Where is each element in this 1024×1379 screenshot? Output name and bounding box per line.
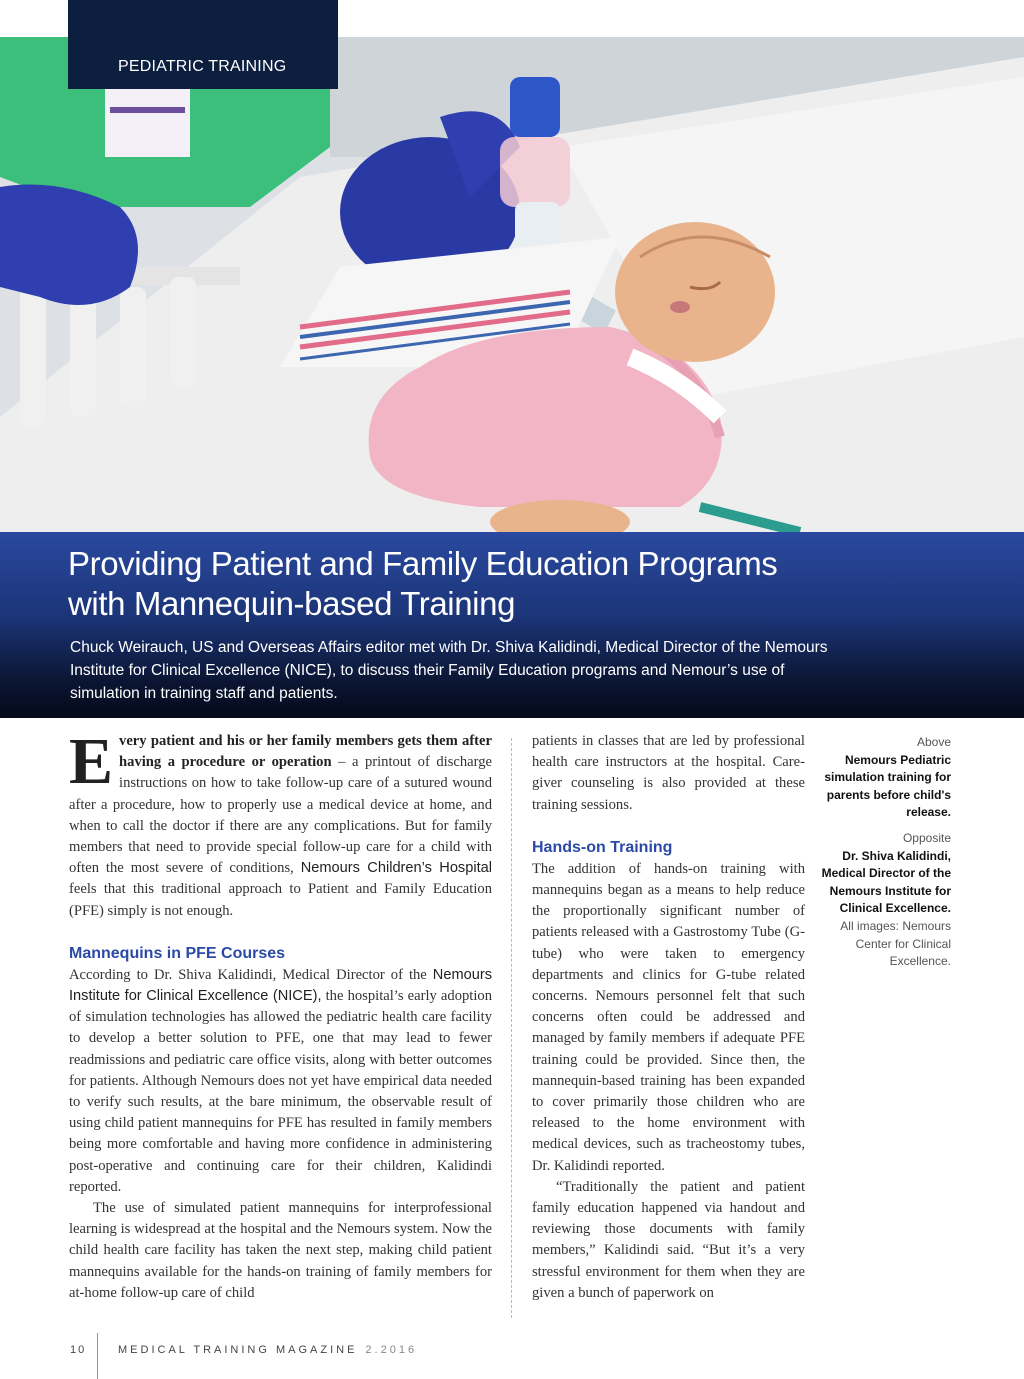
lead-in: very patient and his or her family members gets them after having a procedure or operation <box>119 733 492 771</box>
article-title <box>68 544 948 624</box>
issue-date: 2.2016 <box>365 1344 418 1356</box>
subhead-hands-on: Hands-on Training <box>532 838 673 856</box>
magazine-name: MEDICAL TRAINING MAGAZINE <box>118 1344 358 1356</box>
dek-text: , US and Overseas Affairs editor met with Dr. Shiva Kalidindi, Medical Director of the Nemours Institute for Clinical Excellence (NICE), to discuss their Family Education programs and Nemour’s use of simulation in training staff and patients. <box>70 639 828 702</box>
hero-photo <box>0 37 1024 532</box>
footer-divider <box>97 1333 98 1379</box>
body-paragraph: “Traditionally the patient and patient family education happened via handout and reviewing those documents with family members,” Kalidindi said. “But it’s a very stressful environment for them when they are given a bunch of paperwork on <box>532 1178 805 1301</box>
caption-label-above: Above <box>916 735 951 749</box>
author-name: Chuck Weirauch <box>70 639 184 656</box>
footer-magazine <box>118 1344 417 1356</box>
article-title-line-1: Providing Patient and Family Education Programs <box>68 545 778 582</box>
caption-text-opposite: Dr. Shiva Kalidindi, Medical Director of the Nemours Institute for Clinical Excellence. <box>821 848 951 916</box>
body-text: the hospital’s early adoption of simulation technologies has allowed the pediatric health care facility to develop a better solution to PFE, one that may lead to fewer readmissions and pediatric care office visits, along with better outcomes for patients. Although Nemours does not yet have empirical data needed to verify such results, at the bare minimum, the observable result of using child patient mannequins for PFE has resulted in family members being more comfortable and having more confidence in administering post-operative and continuing care for their children, Kalidindi reported. <box>69 988 492 1195</box>
body-text: – a printout of discharge instructions on how to take follow-up care of a sutured wound after a procedure, how to properly use a medical device at home, and when to call the doctor if there are any complications. But for family members that need to provide special follow-up care for a child with often the most severe of conditions, <box>69 754 493 877</box>
hero-illustration <box>0 37 1024 532</box>
photo-caption <box>811 734 951 971</box>
caption-text-above: Nemours Pediatric simulation training for parents before child's release. <box>824 752 951 820</box>
body-text: feels that this traditional approach to Patient and Family Education (PFE) simply is not enough. <box>69 881 492 919</box>
nice-link[interactable]: Nemours Institute for Clinical Excellence (NICE), <box>69 966 492 1005</box>
hospital-link[interactable]: Nemours Children’s Hospital <box>300 860 492 877</box>
body-paragraph: The use of simulated patient mannequins for interprofessional learning is widespread at the hospital and the Nemours system. Now the child health care facility has taken the next step, making child patient mannequins available for the hands-on training of family members for at-home follow-up care of child <box>69 1200 492 1301</box>
body-column-1 <box>69 725 493 1304</box>
body-paragraph: The addition of hands-on training with mannequins began as a means to help reduce the proportionally significant number of patients released with a Gastrostomy Tube (G-tube) who were taken to emergency departments and clinics for G-tube related concerns. Nemours personnel felt that such concerns often could be addressed and managed by family members if adequate PFE training could be provided. Since then, the mannequin-based training has been expanded to cover primarily those children who are released to the home environment with medical devices, such as tracheostomy tubes, Dr. Kalidindi reported. <box>532 860 805 1174</box>
mannequin-head <box>615 222 775 362</box>
body-paragraph <box>69 965 492 1198</box>
column-divider <box>511 738 512 1318</box>
section-tag-label: PEDIATRIC TRAINING <box>118 58 287 75</box>
subhead-mannequins: Mannequins in PFE Courses <box>69 944 286 962</box>
caption-credit: All images: Nemours Center for Clinical Excellence. <box>840 918 951 969</box>
body-paragraph: patients in classes that are led by professional health care instructors at the hospital. Care-giver counseling is also provided at these training sessions. <box>532 733 805 813</box>
body-paragraph <box>69 725 493 922</box>
drop-cap: E <box>69 725 114 798</box>
body-column-2 <box>532 731 805 1304</box>
article-dek <box>70 636 830 705</box>
article-title-line-2: with Mannequin-based Training <box>68 585 516 622</box>
body-text: According to Dr. Shiva Kalidindi, Medical Director of the <box>69 966 433 983</box>
section-tag <box>68 0 338 89</box>
page-number: 10 <box>70 1344 87 1356</box>
caption-label-opposite: Opposite <box>902 830 951 845</box>
